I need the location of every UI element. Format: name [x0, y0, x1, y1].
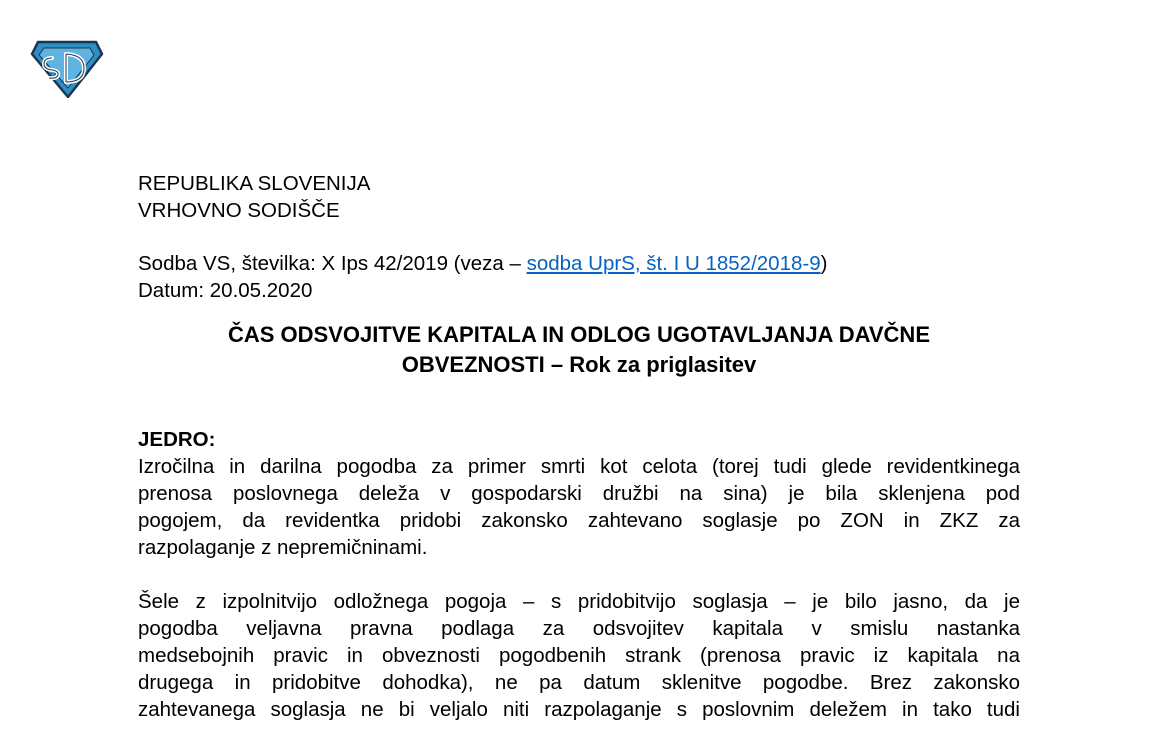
paragraph-line: Izročilna in darilna pogodba za primer smrti kot celota (torej tudi glede revidentkinega — [138, 455, 1020, 478]
header-country: REPUBLIKA SLOVENIJA — [138, 172, 371, 195]
paragraph-line: Šele z izpolnitvijo odložnega pogoja – s pridobitvijo soglasja – je bilo jasno, da je — [138, 590, 1020, 613]
paragraph-1 — [138, 453, 1020, 561]
decision-date: Datum: 20.05.2020 — [138, 279, 313, 302]
case-reference-suffix: ) — [820, 252, 828, 275]
title-line-1: ČAS ODSVOJITVE KAPITALA IN ODLOG UGOTAVLJANJA DAVČNE — [227, 322, 930, 347]
document-title — [138, 320, 1020, 380]
document-body — [138, 170, 1020, 723]
paragraph-line: razpolaganje z nepremičninami. — [138, 536, 428, 559]
header-court: VRHOVNO SODIŠČE — [138, 199, 340, 222]
related-judgment-link[interactable]: sodba UprS, št. I U 1852/2018-9 — [526, 252, 821, 275]
court-logo-icon — [30, 40, 104, 98]
title-line-2: OBVEZNOSTI – Rok za priglasitev — [401, 352, 757, 377]
paragraph-line: medsebojnih pravic in obveznosti pogodbenih strank (prenosa pravic iz kapitala na — [138, 644, 1020, 667]
paragraph-line: drugega in pridobitve dohodka), ne pa datum sklenitve pogodbe. Brez zakonsko — [138, 671, 1020, 694]
paragraph-2 — [138, 588, 1020, 723]
section-heading: JEDRO: — [138, 428, 216, 451]
paragraph-line: pogojem, da revidentka pridobi zakonsko zahtevano soglasje po ZON in ZKZ za — [138, 509, 1020, 532]
paragraph-line: prenosa poslovnega deleža v gospodarski družbi na sina) je bila sklenjena pod — [138, 482, 1020, 505]
paragraph-line: zahtevanega soglasja ne bi veljalo niti razpolaganje s poslovnim deležem in tako tudi — [138, 698, 1020, 721]
paragraph-line: pogodba veljavna pravna podlaga za odsvojitev kapitala v smislu nastanka — [138, 617, 1020, 640]
case-reference-prefix: Sodba VS, številka: X Ips 42/2019 (veza – — [138, 252, 527, 275]
case-reference — [138, 250, 1020, 277]
